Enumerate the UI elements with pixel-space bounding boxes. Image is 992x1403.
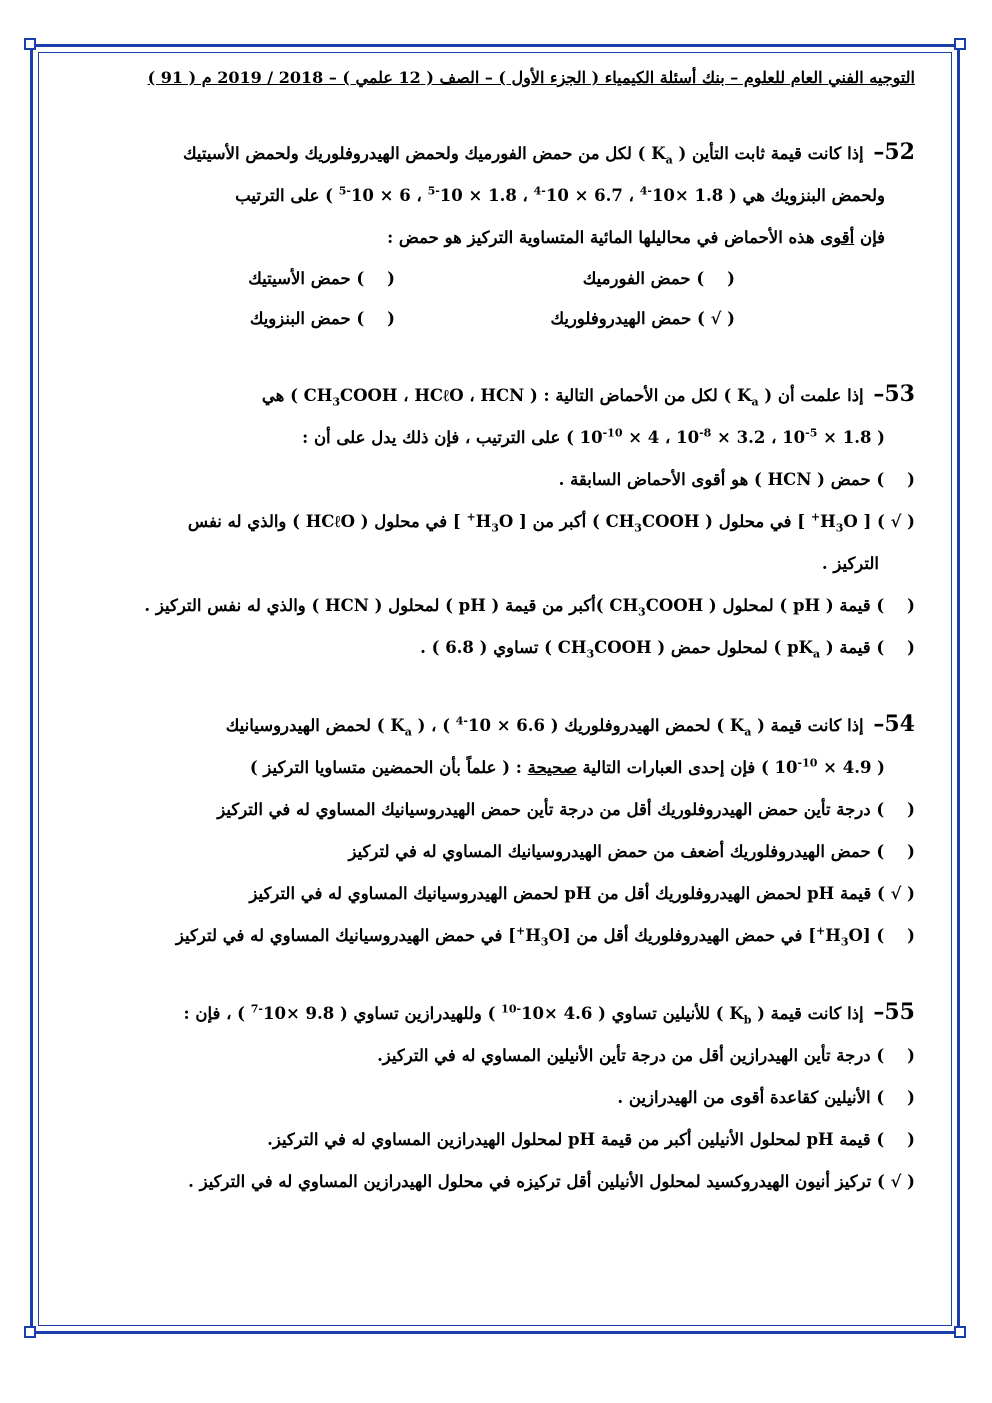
check-mark-icon: √ (890, 884, 902, 903)
option-correct[interactable]: ( √ ) حمض الهيدروفلوريك (550, 309, 735, 328)
option[interactable]: ( ) حمض الهيدروفلوريك أضعف من حمض الهيدروسيانيك المساوي له في لتركيز (348, 842, 915, 861)
options-row (55, 259, 915, 299)
option[interactable]: ( ) الأنيلين كقاعدة أقوى من الهيدرازين . (617, 1088, 915, 1107)
question-line: 54– إذا كانت قيمة ( $K_a$ ) لحمض الهيدروفلوريك ( $6.6 \times 10^{-4}$ ) ، ( $K_a$ ) لحمض الهيدروسيانيك (225, 711, 915, 739)
question-line: 55– إذا كانت قيمة ( $K_b$ ) للأنيلين تساوي ( $4.6 \times 10^{-10}$ ) وللهيدرازين تساوي ( $9.8 \times 10^{-7}$ ) ، فإن : (183, 999, 915, 1027)
question-number: 52– (873, 139, 915, 165)
option-correct[interactable]: ( √ ) [ $H_3O^+$ ] في محلول ( $CH_3COOH$ ) أكبر من [ $H_3O^+$ ] في محلول ( HCℓO ) والذي له نفس (187, 510, 915, 535)
option-correct[interactable]: ( √ ) قيمة pH لحمض الهيدروفلوريك أقل من pH لحمض الهيدروسيانيك المساوي له في التركيز (249, 884, 915, 903)
question-line: 52– إذا كانت قيمة ثابت التأين ( $K_a$ ) لكل من حمض الفورميك ولحمض الهيدروفلوريك ولحمض الأسيتيك (182, 139, 915, 167)
option[interactable]: ( ) قيمة ( pH ) لمحلول ( $CH_3COOH$ )أكبر من قيمة ( pH ) لمحلول ( HCN ) والذي له نفس التركيز . (144, 596, 915, 619)
question-number: 53– (873, 381, 915, 407)
check-mark-icon: √ (890, 1172, 902, 1191)
check-mark-icon: √ (710, 309, 722, 328)
question-54 (55, 703, 915, 957)
corner-ornament (24, 1326, 36, 1338)
option[interactable]: ( ) درجة تأين حمض الهيدروفلوريك أقل من درجة تأين حمض الهيدروسيانيك المساوي له في التركيز (217, 800, 915, 819)
option[interactable]: ( ) درجة تأين الهيدرازين أقل من درجة تأين الأنيلين المساوي له في التركيز. (377, 1046, 915, 1065)
question-52 (55, 131, 915, 339)
question-line: 53– إذا علمت أن ( $K_a$ ) لكل من الأحماض التالية : ( $CH_3COOH$ ، HCℓO ، HCN ) هي (261, 381, 915, 409)
option[interactable]: ( ) حمض الأسيتيك (248, 269, 395, 288)
page-header: التوجيه الفني العام للعلوم – بنك أسئلة الكيمياء ( الجزء الأول ) – الصف ( 12 علمي ) – 2018 / 2019 م ( 91 ) (147, 68, 915, 87)
page-content (55, 60, 915, 1203)
question-55 (55, 991, 915, 1203)
question-number: 54– (873, 711, 915, 737)
corner-ornament (24, 38, 36, 50)
option[interactable]: ( ) قيمة ( $pK_a$ ) لمحلول حمض ( $CH_3COOH$ ) تساوي ( 6.8 ) . (420, 638, 915, 661)
options-row (55, 299, 915, 339)
corner-ornament (954, 1326, 966, 1338)
option-correct[interactable]: ( √ ) تركيز أنيون الهيدروكسيد لمحلول الأنيلين أقل تركيزه في محلول الهيدرازين المساوي له في التركيز . (188, 1172, 915, 1191)
check-mark-icon: √ (890, 512, 902, 531)
question-number: 55– (873, 999, 915, 1025)
question-line: ( $4.9 \times 10^{-10}$ ) فإن إحدى العبارات التالية صحيحة : ( علماً بأن الحمضين متساويا التركيز ) (249, 756, 885, 777)
option[interactable]: ( ) حمض البنزويك (249, 309, 395, 328)
option[interactable]: ( ) حمض ( HCN ) هو أقوى الأحماض السابقة . (558, 470, 915, 489)
corner-ornament (954, 38, 966, 50)
option[interactable]: ( ) $[H_3O^+]$ في حمض الهيدروفلوريك أقل من $[H_3O^+]$ في حمض الهيدروسيانيك المساوي له في لتركيز (175, 924, 915, 949)
option[interactable]: ( ) قيمة pH لمحلول الأنيلين أكبر من قيمة pH لمحلول الهيدرازين المساوي له في التركيز. (267, 1130, 915, 1149)
question-line: ( $1.8 \times 10^{-5}$ ، $3.2 \times 10^{-8}$ ، $4 \times 10^{-10}$ ) على الترتيب ، فإن ذلك يدل على أن : (302, 426, 885, 447)
option-continuation: التركيز . (821, 554, 879, 573)
question-53 (55, 373, 915, 669)
option[interactable]: ( ) حمض الفورميك (582, 269, 735, 288)
question-line: ولحمض البنزويك هي ( $1.8 \times 10^{-4}$ ، $6.7 \times 10^{-4}$ ، $1.8 \times 10^{-5}$ ، $6 \times 10^{-5}$ ) على الترتيب (235, 184, 885, 205)
question-line: فإن أقوى هذه الأحماض في محاليلها المائية المتساوية التركيز هو حمض : (387, 228, 885, 247)
